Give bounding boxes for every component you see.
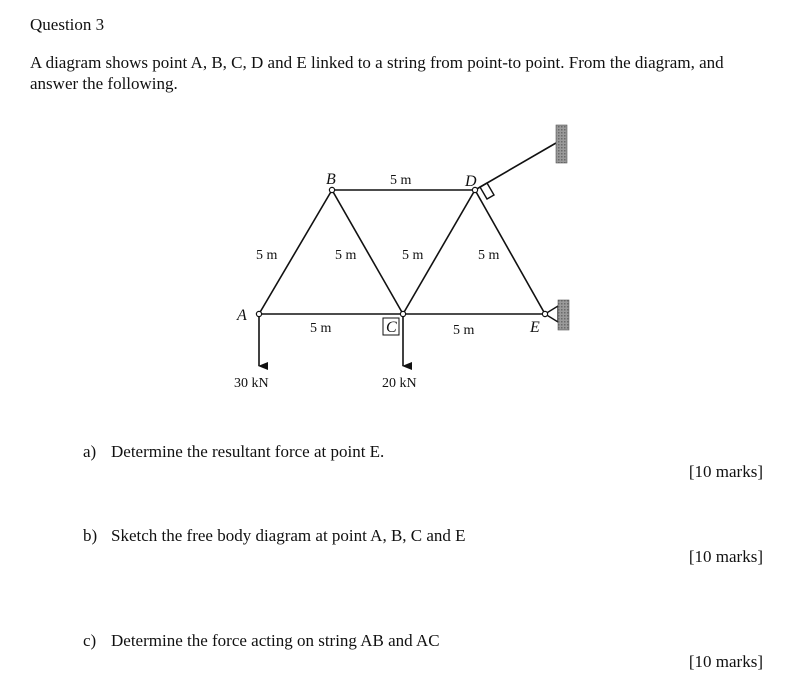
question-c-label: c) xyxy=(83,631,97,650)
question-c-text: Determine the force acting on string AB and AC xyxy=(111,631,440,650)
question-title: Question 3 xyxy=(30,15,105,34)
question-b-label: b) xyxy=(83,526,98,545)
node-label-A: A xyxy=(237,307,247,324)
load-label-A: 30 kN xyxy=(234,376,269,391)
joint-E xyxy=(542,311,547,316)
question-a-marks: [10 marks] xyxy=(688,462,763,481)
right-angle-marker xyxy=(480,183,494,199)
length-label-AB: 5 m xyxy=(256,248,278,263)
question-a-label: a) xyxy=(83,442,97,461)
node-label-C: C xyxy=(386,319,397,336)
question-c-marks: [10 marks] xyxy=(688,652,763,671)
length-label-BC: 5 m xyxy=(335,248,357,263)
length-label-DE: 5 m xyxy=(478,248,500,263)
lower-wall xyxy=(558,300,569,330)
question-intro: A diagram shows point A, B, C, D and E linked to a string from point-to point. From the diagram, and answer the following. xyxy=(30,53,724,93)
question-c xyxy=(83,631,440,651)
joint-B xyxy=(329,187,334,192)
question-b-text: Sketch the free body diagram at point A, B, C and E xyxy=(111,526,466,545)
node-label-D: D xyxy=(465,173,477,190)
node-label-B: B xyxy=(326,171,336,188)
load-label-C: 20 kN xyxy=(382,376,417,391)
question-b xyxy=(83,526,466,546)
length-label-CD: 5 m xyxy=(402,248,424,263)
question-b-marks: [10 marks] xyxy=(688,547,763,566)
length-label-BD: 5 m xyxy=(390,173,412,188)
question-a-text: Determine the resultant force at point E. xyxy=(111,442,385,461)
length-label-AC: 5 m xyxy=(310,321,332,336)
node-label-E: E xyxy=(530,319,540,336)
joint-A xyxy=(256,311,261,316)
upper-wall xyxy=(556,125,567,163)
question-a xyxy=(83,442,384,462)
joint-C xyxy=(400,311,405,316)
length-label-CE: 5 m xyxy=(453,323,475,338)
